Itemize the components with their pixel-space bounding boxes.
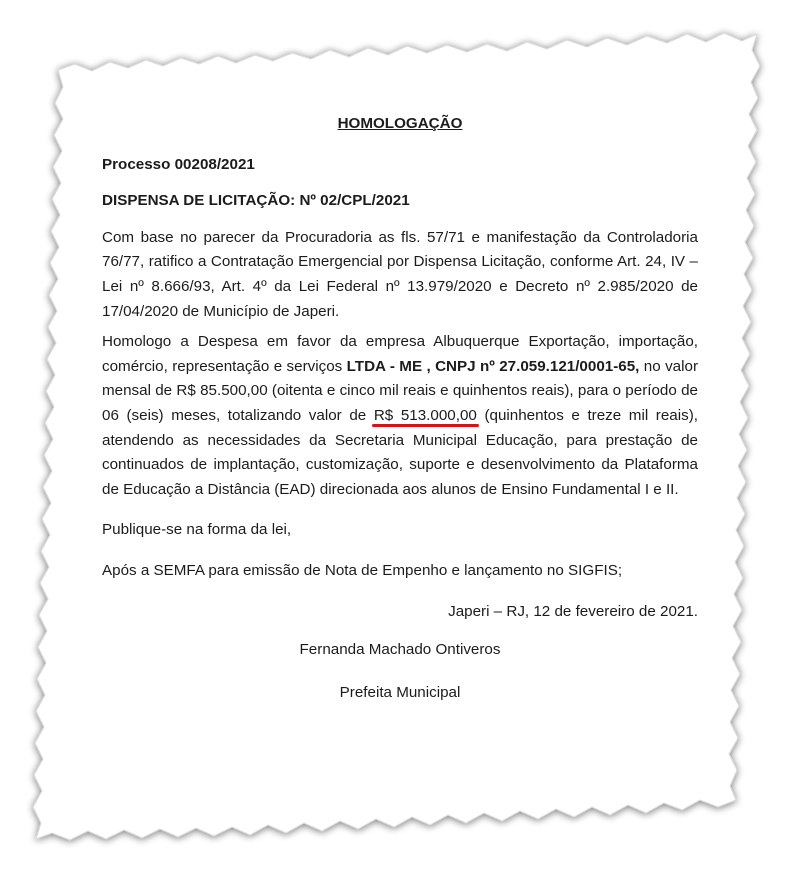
signer-role: Prefeita Municipal bbox=[339, 683, 461, 701]
next-step-notice: Após a SEMFA para emissão de Nota de Empenho e lançamento no SIGFIS; bbox=[102, 561, 623, 579]
process-number: Processo 00208/2021 bbox=[102, 155, 255, 173]
red-underline-mark bbox=[372, 424, 479, 427]
publish-notice: Publique-se na forma da lei, bbox=[102, 521, 292, 539]
paragraph-homologation bbox=[102, 330, 698, 502]
homologation-text-part2: no valor mensal de R$ 85.500,00 (oitenta e cinco mil reais e quinhentos reais), para o período de 06 (seis) meses, totalizando valor de bbox=[102, 357, 699, 424]
document-title: HOMOLOGAÇÃO bbox=[337, 115, 463, 132]
homologation-text-part1: Homologo a Despesa em favor da empresa Albuquerque Exportação, importação, comércio, representação e serviços bbox=[102, 333, 698, 375]
homologation-document bbox=[102, 112, 698, 705]
bid-waiver-number: DISPENSA DE LICITAÇÃO: Nº 02/CPL/2021 bbox=[102, 192, 410, 210]
paragraph-ratification: Com base no parecer da Procuradoria as fls. 57/71 e manifestação da Controladoria 76/77, ratifico a Contratação Emergencial por Dispensa Licitação, conforme Art. 24, IV – Lei nº 8.666/93, Art. 4º da Lei Federal nº 13.979/2020 e Decreto nº 2.985/2020 de 17/04/2020 de Município de Japeri. bbox=[102, 228, 698, 320]
homologation-text-part3: (quinhentos e treze mil reais), atendendo as necessidades da Secretaria Municipal Educação, para prestação de continuados de implantação, customização, suporte e desenvolvimento da Plataforma de Educação a Distância (EAD) direcionada aos alunos de Ensino Fundamental I e II. bbox=[102, 406, 698, 498]
total-amount: R$ 513.000,00 bbox=[373, 406, 477, 424]
company-cnpj: LTDA - ME , CNPJ nº 27.059.121/0001-65, bbox=[346, 357, 640, 375]
place-and-date: Japeri – RJ, 12 de fevereiro de 2021. bbox=[448, 602, 698, 620]
total-amount-highlight bbox=[374, 407, 477, 424]
signer-name: Fernanda Machado Ontiveros bbox=[299, 641, 501, 659]
